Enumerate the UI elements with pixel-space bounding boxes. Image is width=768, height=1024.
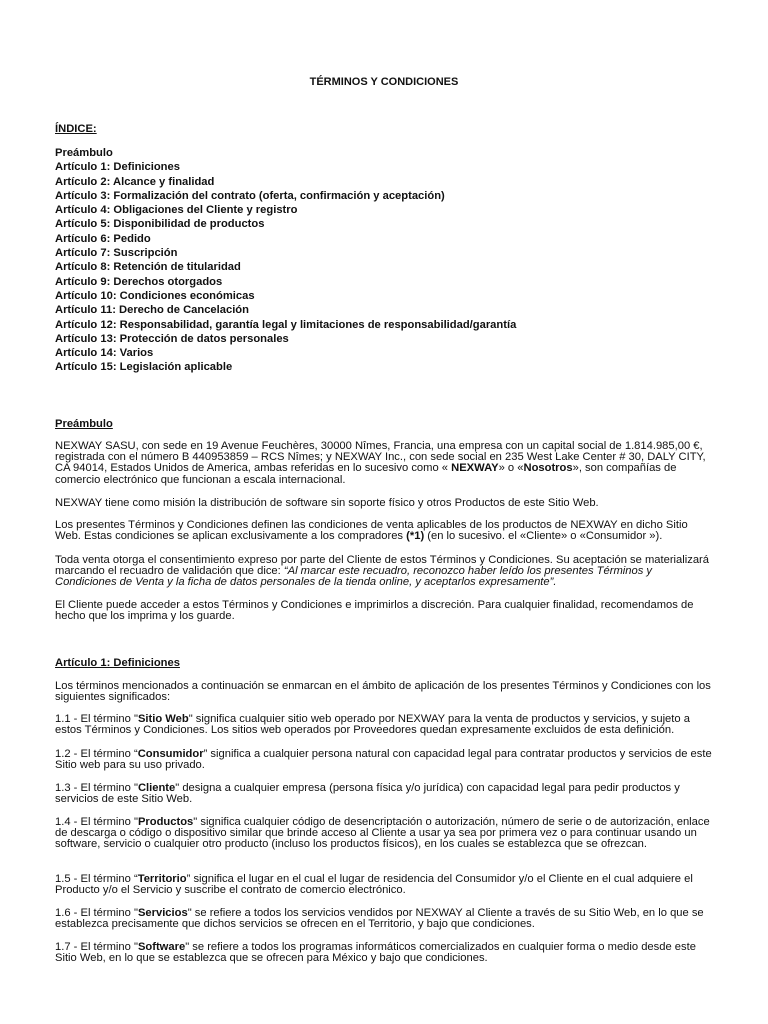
toc-item: Artículo 13: Protección de datos personales: [55, 332, 289, 345]
preambulo-paragraph-1: NEXWAY SASU, con sede en 19 Avenue Feuchères, 30000 Nîmes, Francia, una empresa con un capital social de 1.814.985,00 €, registrada con el número B 440953859 – RCS Nîmes; y NEXWAY Inc., con sede social en 235 West Lake Center # 30, DALY CITY, CA 94014, Estados Unidos de America, ambas referidas en lo sucesivo como « NEXWAY» o «Nosotros», son compañías de comercio electrónico que funcionan a escala internacional.: [55, 440, 706, 486]
toc-item: Artículo 2: Alcance y finalidad: [55, 175, 215, 188]
definition-item: 1.1 - El término "Sitio Web" significa cualquier sitio web operado por NEXWAY para la venta de productos y servicios, y sujeto a estos Términos y Condiciones. Los sitios web operados por Proveedores quedan expresamente excluidos de esta definición.: [55, 713, 690, 737]
preambulo-heading: Preámbulo: [55, 418, 113, 430]
definition-item: 1.5 - El término “Territorio” significa el lugar en el cual el lugar de residencia del Consumidor y/o el Cliente en el cual adquiere el Producto y/o el Servicio y suscribe el contrato de comercio electrónico.: [55, 873, 693, 897]
toc-item: Artículo 12: Responsabilidad, garantía legal y limitaciones de responsabilidad/garantía: [55, 318, 517, 331]
preambulo-paragraph-4: Toda venta otorga el consentimiento expreso por parte del Cliente de estos Términos y Condiciones. Su aceptación se materializará marcando el recuadro de validación que dice: “Al marcar este recuadro, reconozco haber leído los presentes Términos y Condiciones de Venta y la ficha de datos personales de la tienda online, y aceptarlos expresamente”.: [55, 554, 710, 589]
definition-item: 1.6 - El término "Servicios" se refiere a todos los servicios vendidos por NEXWAY al Cliente a través de su Sitio Web, en lo que se establezca precisamente que dichos servicios se ofrecen en el Territorio, y bajo que condiciones.: [55, 907, 704, 931]
page-title: TÉRMINOS Y CONDICIONES: [309, 76, 459, 88]
table-of-contents: [55, 146, 516, 375]
index-heading: ÍNDICE:: [55, 123, 97, 135]
toc-item: Artículo 5: Disponibilidad de productos: [55, 218, 265, 231]
articulo-1-heading: Artículo 1: Definiciones: [55, 657, 180, 669]
preambulo-paragraph-3: Los presentes Términos y Condiciones definen las condiciones de venta aplicables de los productos de NEXWAY en dicho Sitio Web. Estas condiciones se aplican exclusivamente a los compradores (*1) (en lo sucesivo. el «Cliente» o «Consumidor »).: [55, 519, 688, 543]
toc-item: Artículo 1: Definiciones: [55, 161, 180, 174]
toc-item: Artículo 14: Varios: [55, 347, 154, 360]
toc-item: Artículo 10: Condiciones económicas: [55, 289, 255, 302]
toc-item: Artículo 4: Obligaciones del Cliente y registro: [55, 204, 298, 217]
toc-item: Artículo 15: Legislación aplicable: [55, 361, 233, 374]
toc-item: Artículo 8: Retención de titularidad: [55, 261, 241, 274]
preambulo-paragraph-2: NEXWAY tiene como misión la distribución de software sin soporte físico y otros Productos de este Sitio Web.: [55, 497, 599, 509]
definition-item: 1.7 - El término "Software" se refiere a todos los programas informáticos comercializados en cualquier forma o medio desde este Sitio Web, en lo que se establezca que se ofrecen para México y bajo que condiciones.: [55, 941, 696, 965]
toc-item: Preámbulo: [55, 147, 113, 159]
toc-item: Artículo 6: Pedido: [55, 232, 151, 245]
toc-item: Artículo 11: Derecho de Cancelación: [55, 304, 249, 317]
definition-item: 1.3 - El término "Cliente" designa a cualquier empresa (persona física y/o jurídica) con capacidad legal para pedir productos y servicios de este Sitio Web.: [55, 782, 680, 806]
definition-item: 1.4 - El término "Productos" significa cualquier código de desencriptación o autorización, número de serie o de autorización, enlace de descarga o código o dispositivo similar que brinde acceso al Cliente a usar ya sea por primera vez o para continuar usando un software, servicio o cualquier otro producto (incluso los productos físicos), en los cuales se establezca que se ofrezcan.: [55, 816, 710, 851]
toc-item: Artículo 9: Derechos otorgados: [55, 275, 223, 288]
articulo-1-intro: Los términos mencionados a continuación se enmarcan en el ámbito de aplicación de los presentes Términos y Condiciones con los siguientes significados:: [55, 680, 711, 704]
preambulo-paragraph-5: El Cliente puede acceder a estos Términos y Condiciones e imprimirlos a discreción. Para cualquier finalidad, recomendamos de hecho que los imprima y los guarde.: [55, 599, 694, 623]
toc-item: Artículo 7: Suscripción: [55, 247, 178, 260]
definition-item: 1.2 - El término “Consumidor” significa a cualquier persona natural con capacidad legal para contratar productos y servicios de este Sitio web para su uso privado.: [55, 748, 712, 772]
toc-item: Artículo 3: Formalización del contrato (oferta, confirmación y aceptación): [55, 189, 445, 202]
